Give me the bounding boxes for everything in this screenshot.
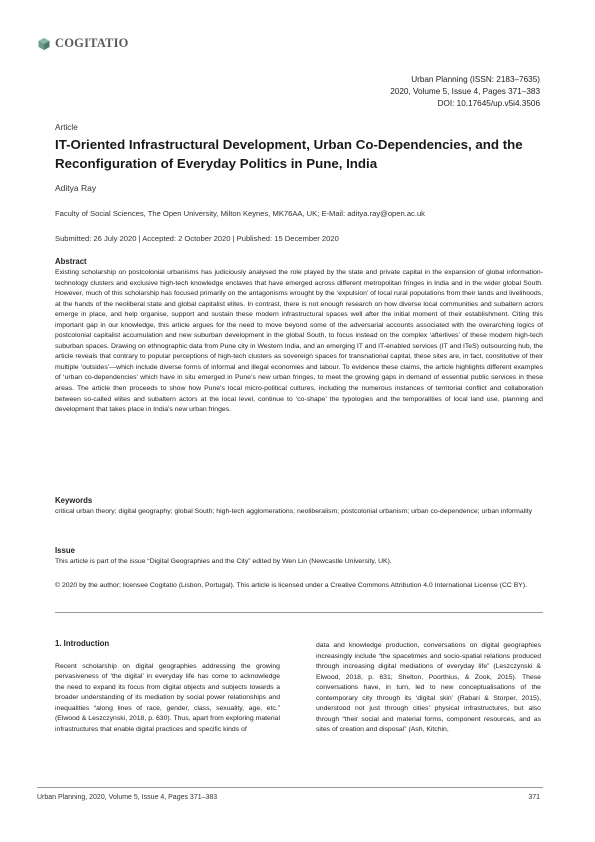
article-dates: Submitted: 26 July 2020 | Accepted: 2 October 2020 | Published: 15 December 2020	[55, 234, 339, 243]
article-author: Aditya Ray	[55, 183, 97, 193]
body-column-right	[316, 641, 541, 736]
abstract-heading: Abstract	[55, 257, 87, 266]
logo-text: COGITATIO	[55, 36, 129, 50]
article-type-label: Article	[55, 123, 78, 132]
body-text-right: data and knowledge production, conversations on digital geographies increasingly include “the spacetimes and socio-spatial relations produced through increasing digital mediations of everyday life” (Leszczynski & Elwood, 2018, p. 631; Shelton, Poorthius, & Zook, 2015). These conversations have, in turn, led to new conceptualisations of the contemporary city through its ‘digital skin’ (Rabari & Storper, 2015), understood not just through cities’ physical infrastructures, but also through “their social and material forms, component resources, and as sites of creation and disposal” (Ash, Kitchin,	[316, 642, 541, 734]
section-divider	[55, 612, 543, 613]
article-title: IT-Oriented Infrastructural Development, Urban Co-Dependencies, and the Reconfiguration of Everyday Politics in Pune, India	[55, 137, 523, 171]
issue-heading: Issue	[55, 546, 75, 555]
license-text: © 2020 by the author; licensee Cogitatio (Lisbon, Portugal). This article is licensed under a Creative Commons Attribution 4.0 International License (CC BY).	[55, 582, 528, 589]
section-heading: 1. Introduction	[55, 639, 110, 648]
body-text-left: Recent scholarship on digital geographies addressing the growing pervasiveness of ‘the digital’ in everyday life has come to acknowledge the need to expand its focus from digital objects and subjects towards a broader understanding of its mediation by social power relationships and inequalities “along lines of race, gender, class, sexuality, age, etc.” (Elwood & Leszczynski, 2018, p. 630). Thus, apart from exploring material infrastructures that enable digital practices and specific kinds of	[55, 662, 280, 733]
page-number: 371	[528, 794, 540, 801]
keywords-text: critical urban theory; digital geography; global South; high-tech agglomerations; neoliberalism; postcolonial urbanism; urban co-dependence; urban informality	[55, 508, 533, 515]
body-column-left	[55, 639, 280, 735]
footer-citation: Urban Planning, 2020, Volume 5, Issue 4, Pages 371–383	[37, 794, 218, 801]
journal-info	[390, 74, 540, 110]
cogitatio-logo-icon	[37, 37, 51, 51]
abstract-text: Existing scholarship on postcolonial urbanisms has judiciously analysed the role played by the state and private capital in the expansion of global information-technology clusters and exclusive high-tech knowledge enclaves that have emerged across different metropolitan fringes in India and in the wider global South. However, much of this scholarship has focused primarily on the antagonisms wrought by the ‘expulsion’ of local rural populations from their lands and livelihoods, at the hands of the neoliberal state and global capitalist elites. In contrast, there is not enough research on how diverse local communities and subaltern actors emerge in place, and help organise, support and sustain these modern infrastructural spaces well after the initial moment of their establishment. Citing this important gap in our knowledge, this article argues for the need to move beyond some of the adversarial accounts associated with the overarching logics of postcolonial capitalist accumulation and new suburban development in the global South, to focus instead on the complex ‘afterlives’ of these modern high-tech suburban spaces. Drawing on ethnographic data from Pune city in Western India, and an emerging IT and IT-enabled services (IT and ITeS) outsourcing hub, the article reveals that contrary to popular perceptions of high-tech clusters as sovereign spaces for transnational capital, these sites are, in fact, constitutive of their multiple ‘outsides’—which include diverse forms of informal and illegal economies and labour. To evidence these claims, the article highlights different examples of ‘urban co-dependencies’ which have in situ emerged in Pune’s new urban fringes, to meet the growing gaps in demand of essential public services in these areas. The article then proceeds to show how Pune’s local micro-political cultures, including the numerous instances of territorial conflict and collaboration between so-called elites and subaltern actors at the local level, continue to ‘co-shape’ the typologies and the temporalities of local land use, planning and development that takes place in India’s new urban fringes.	[55, 269, 543, 414]
footer-divider	[37, 787, 543, 788]
publisher-logo	[37, 36, 129, 51]
author-affiliation: Faculty of Social Sciences, The Open University, Milton Keynes, MK76AA, UK; E-Mail: aditya.ray@open.ac.uk	[55, 209, 425, 218]
issue-text: This article is part of the issue “Digital Geographies and the City” edited by Wen Lin (Newcastle University, UK).	[55, 558, 392, 565]
journal-volume: 2020, Volume 5, Issue 4, Pages 371–383	[390, 87, 540, 96]
keywords-heading: Keywords	[55, 496, 93, 505]
journal-doi[interactable]: DOI: 10.17645/up.v5i4.3506	[437, 99, 540, 108]
journal-issn: Urban Planning (ISSN: 2183–7635)	[411, 75, 540, 84]
